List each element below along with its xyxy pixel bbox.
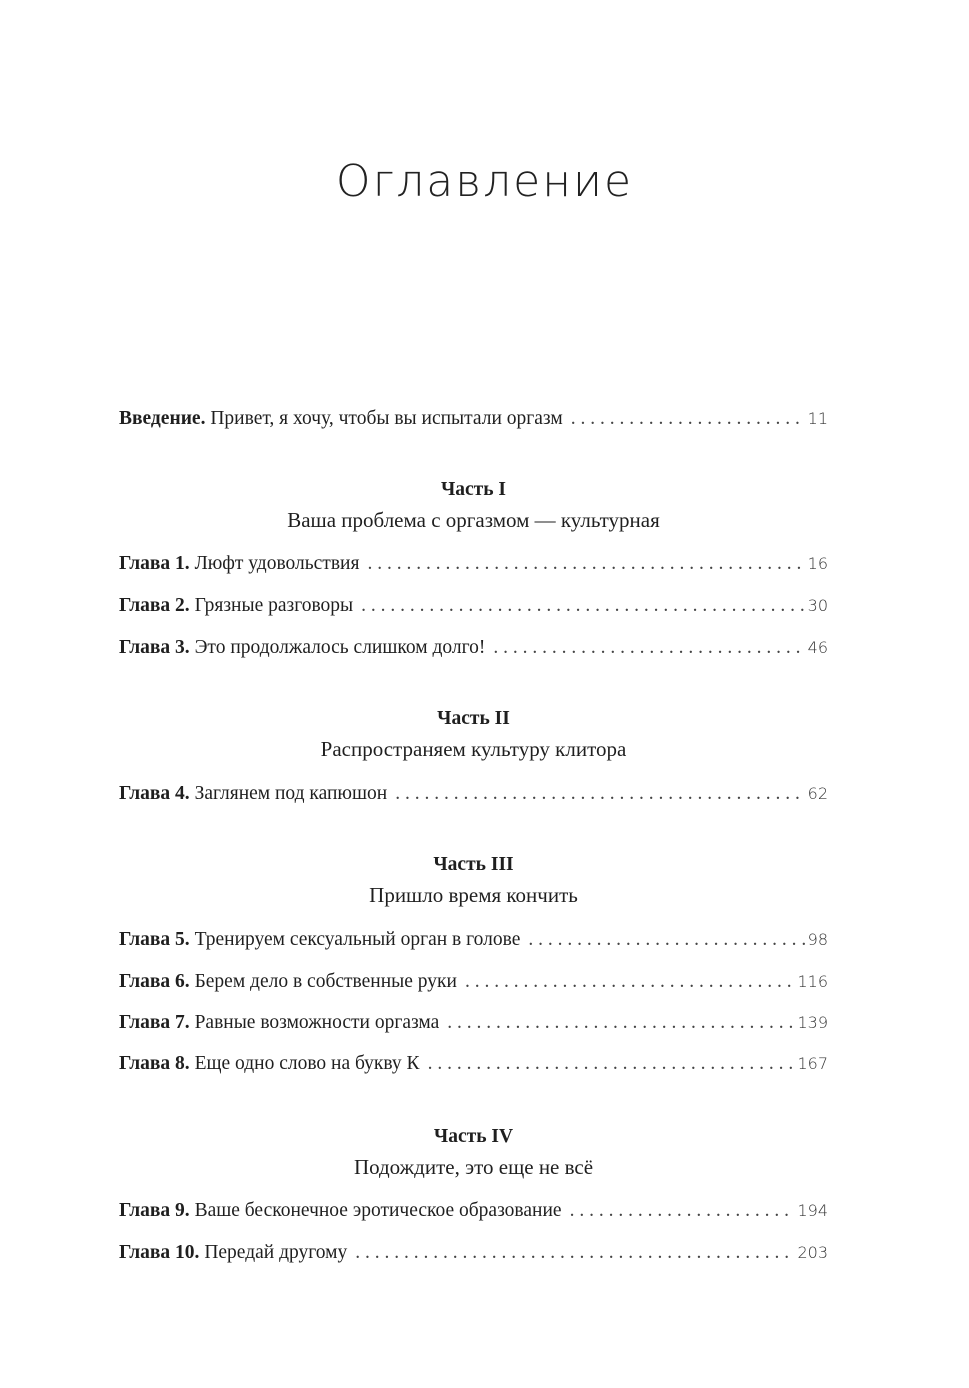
- part-number: Часть IV: [433, 1126, 514, 1147]
- entry-label-text: Люфт удовольствия: [189, 553, 360, 574]
- entry-label-bold: Глава 7.: [119, 1012, 190, 1033]
- part-heading-3: [119, 851, 828, 911]
- entry-label-bold: Глава 3.: [119, 637, 190, 658]
- page-number: 11: [807, 409, 828, 428]
- entry-label-bold: Введение.: [119, 408, 206, 429]
- page-number: 46: [807, 638, 828, 657]
- page-number: 16: [807, 554, 828, 573]
- page-number: 139: [797, 1013, 828, 1032]
- entry-label-bold: Глава 4.: [119, 783, 190, 804]
- page-title: Оглавление: [335, 156, 634, 207]
- entry-label-bold: Глава 9.: [119, 1200, 190, 1221]
- entry-label-text: Равные возможности оргазма: [189, 1012, 440, 1033]
- page-number: 30: [807, 596, 828, 615]
- dot-leader: [493, 635, 805, 661]
- dot-leader: [570, 1198, 796, 1224]
- entry-label: [119, 927, 520, 953]
- entry-label-text: Привет, я хочу, чтобы вы испытали оргазм: [205, 408, 563, 429]
- entry-label: [119, 593, 353, 619]
- dot-leader: [355, 1240, 795, 1266]
- dot-leader: [367, 551, 805, 577]
- page-number: 167: [797, 1054, 828, 1073]
- entry-label-bold: Глава 1.: [119, 553, 190, 574]
- entry-label-text: Тренируем сексуальный орган в голове: [189, 929, 521, 950]
- part-heading-1: [119, 476, 828, 536]
- entry-label-bold: Глава 10.: [119, 1242, 200, 1263]
- entry-label: [119, 969, 457, 995]
- entry-label: [119, 781, 387, 807]
- entry-label: [119, 1010, 439, 1036]
- entry-label: [119, 551, 359, 577]
- part-heading-2: [119, 705, 828, 765]
- part-number: Часть I: [440, 479, 507, 500]
- dot-leader: [465, 969, 795, 995]
- dot-leader: [571, 406, 806, 432]
- page-number: 116: [797, 972, 828, 991]
- part-title: Пришло время кончить: [369, 883, 578, 907]
- part-title: Подождите, это еще не всё: [353, 1155, 594, 1179]
- toc-entry-chapter-10[interactable]: [119, 1240, 828, 1266]
- dot-leader: [428, 1051, 796, 1077]
- dot-leader: [395, 781, 805, 807]
- toc-entry-chapter-9[interactable]: [119, 1198, 828, 1224]
- toc-entry-chapter-3[interactable]: [119, 635, 828, 661]
- entry-label-text: Грязные разговоры: [189, 595, 354, 616]
- dot-leader: [528, 927, 805, 953]
- entry-label: [119, 1198, 562, 1224]
- dot-leader: [361, 593, 805, 619]
- dot-leader: [447, 1010, 795, 1036]
- toc-entry-chapter-8[interactable]: [119, 1051, 828, 1077]
- page-number: 62: [807, 784, 828, 803]
- part-heading-4: [119, 1123, 828, 1183]
- toc-entry-chapter-6[interactable]: [119, 969, 828, 995]
- entry-label-text: Ваше бесконечное эротическое образование: [189, 1200, 562, 1221]
- entry-label-text: Еще одно слово на букву К: [189, 1053, 420, 1074]
- part-title: Ваша проблема с оргазмом — культурная: [287, 508, 660, 532]
- toc-entry-chapter-4[interactable]: [119, 781, 828, 807]
- entry-label-text: Заглянем под капюшон: [189, 783, 388, 804]
- page-number: 98: [807, 930, 828, 949]
- page-number: 203: [797, 1243, 828, 1262]
- page-number: 194: [797, 1201, 828, 1220]
- entry-label: [119, 635, 485, 661]
- entry-label-bold: Глава 5.: [119, 929, 190, 950]
- toc-entry-chapter-7[interactable]: [119, 1010, 828, 1036]
- entry-label: [119, 1240, 347, 1266]
- entry-label-text: Передай другому: [199, 1242, 348, 1263]
- entry-label-bold: Глава 6.: [119, 971, 190, 992]
- part-number: Часть II: [437, 708, 510, 729]
- toc-entry-chapter-2[interactable]: [119, 593, 828, 619]
- entry-label: [119, 1051, 420, 1077]
- entry-label-text: Это продолжалось слишком долго!: [189, 637, 486, 658]
- part-title: Распространяем культуру клитора: [320, 737, 627, 761]
- toc-entry-introduction[interactable]: [119, 406, 828, 432]
- entry-label-bold: Глава 2.: [119, 595, 190, 616]
- entry-label-bold: Глава 8.: [119, 1053, 190, 1074]
- toc-entry-chapter-5[interactable]: [119, 927, 828, 953]
- toc-entry-chapter-1[interactable]: [119, 551, 828, 577]
- part-number: Часть III: [433, 854, 514, 875]
- entry-label: [119, 406, 563, 432]
- entry-label-text: Берем дело в собственные руки: [189, 971, 457, 992]
